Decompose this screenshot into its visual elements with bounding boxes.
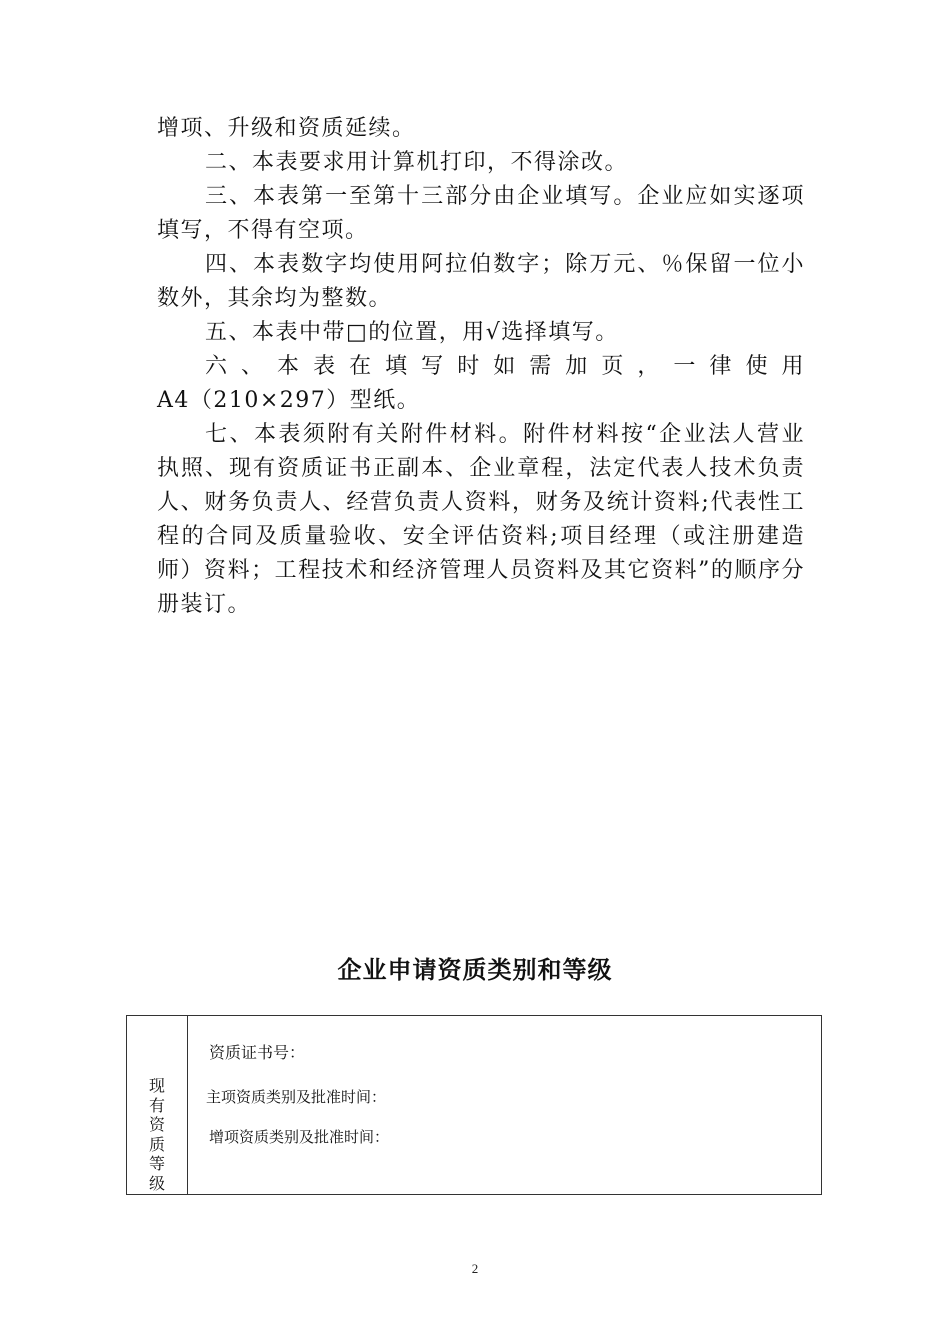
row-label-char: 现 bbox=[148, 1076, 165, 1095]
instruction-continuation: 增项、升级和资质延续。 bbox=[157, 116, 416, 141]
section-title: 企业申请资质类别和等级 bbox=[337, 956, 613, 984]
row-label-char: 质 bbox=[148, 1134, 165, 1154]
instruction-item-3: 三、本表第一至第十三部分由企业填写。企业应如实逐项填写，不得有空项。 bbox=[157, 184, 805, 243]
instruction-item-5: 五、本表中带□的位置，用√选择填写。 bbox=[205, 320, 619, 345]
row-label-char: 有 bbox=[148, 1095, 165, 1115]
instruction-item-2: 二、本表要求用计算机打印，不得涂改。 bbox=[205, 150, 629, 175]
fields-cell bbox=[188, 1016, 821, 1194]
added-category-field[interactable]: 增项资质类别及批准时间： bbox=[209, 1128, 390, 1146]
row-label-char: 等 bbox=[148, 1154, 165, 1173]
row-label-cell bbox=[127, 1016, 188, 1194]
qualification-table bbox=[126, 1015, 822, 1195]
instruction-item-4: 四、本表数字均使用阿拉伯数字；除万元、％保留一位小数外，其余均为整数。 bbox=[157, 252, 805, 311]
row-label-char: 级 bbox=[148, 1173, 165, 1193]
row-label bbox=[127, 1076, 187, 1193]
page-number: 2 bbox=[471, 1261, 479, 1276]
instructions-block bbox=[157, 112, 805, 622]
certificate-number-field[interactable]: 资质证书号： bbox=[209, 1043, 306, 1062]
instruction-item-7: 七、本表须附有关附件材料。附件材料按“企业法人营业执照、现有资质证书正副本、企业章程，法定代表人技术负责人、财务负责人、经营负责人资料，财务及统计资料;代表性工程的合同及质量验收、安全评估资料;项目经理（或注册建造师）资料；工程技术和经济管理人员资料及其它资料”的顺序分册装订。 bbox=[157, 422, 805, 617]
row-label-char: 资 bbox=[148, 1115, 165, 1134]
main-category-field[interactable]: 主项资质类别及批准时间： bbox=[206, 1088, 387, 1106]
instruction-item-6-line1: 六、本表在填写时如需加页，一律使用 bbox=[205, 354, 805, 379]
instruction-item-6-line2: A4（210×297）型纸。 bbox=[157, 388, 421, 413]
